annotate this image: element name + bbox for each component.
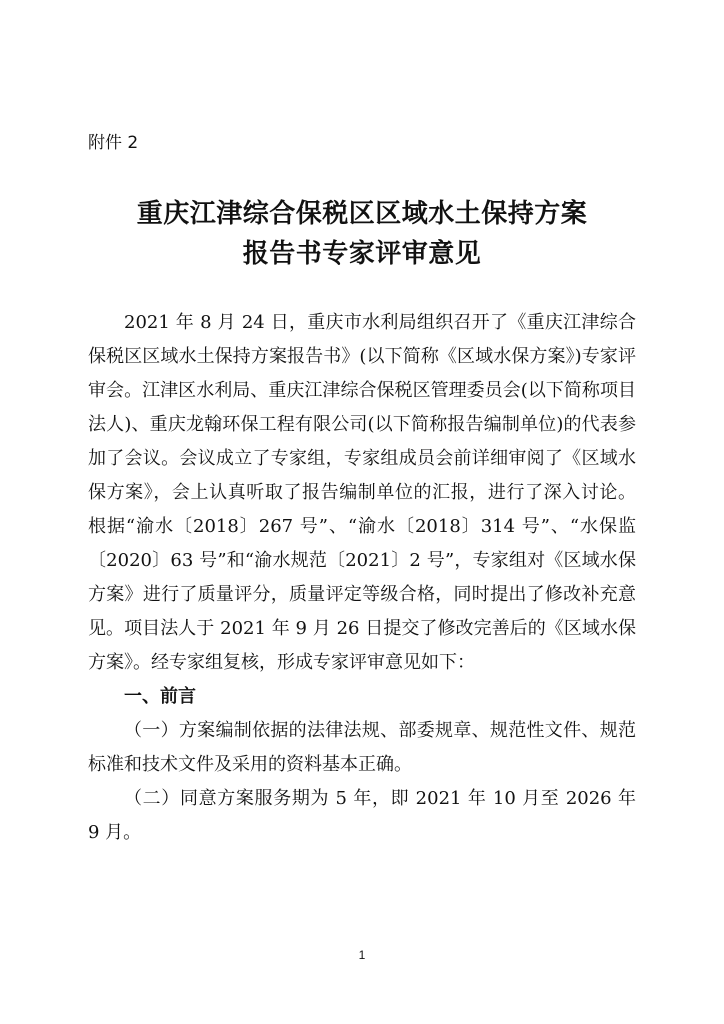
document-title-line-2: 报告书专家评审意见 <box>242 239 482 269</box>
document-body <box>88 306 636 850</box>
page-number: 1 <box>358 948 366 962</box>
paragraph-item-1: （一）方案编制依据的法律法规、部委规章、规范性文件、规范标准和技术文件及采用的资料基本正确。 <box>88 720 636 775</box>
section-heading-preface: 一、前言 <box>124 686 196 707</box>
attachment-label: 附件 2 <box>88 133 139 153</box>
document-title-line-1: 重庆江津综合保税区区域水土保持方案 <box>136 199 588 229</box>
paragraph-item-2: （二）同意方案服务期为 5 年，即 2021 年 10 月至 2026 年 9 月。 <box>88 788 636 843</box>
intro-paragraph: 2021 年 8 月 24 日，重庆市水利局组织召开了《重庆江津综合保税区区域水土保持方案报告书》(以下简称《区域水保方案》)专家评审会。江津区水利局、重庆江津综合保税区管理委员会(以下简称项目法人)、重庆龙翰环保工程有限公司(以下简称报告编制单位)的代表参加了会议。会议成立了专家组，专家组成员会前详细审阅了《区域水保方案》，会上认真听取了报告编制单位的汇报，进行了深入讨论。根据“渝水〔2018〕267 号”、“渝水〔2018〕314 号”、“水保监〔2020〕63 号”和“渝水规范〔2021〕2 号”，专家组对《区域水保方案》进行了质量评分，质量评定等级合格，同时提出了修改补充意见。项目法人于 2021 年 9 月 26 日提交了修改完善后的《区域水保方案》。经专家组复核，形成专家评审意见如下： <box>88 312 636 673</box>
